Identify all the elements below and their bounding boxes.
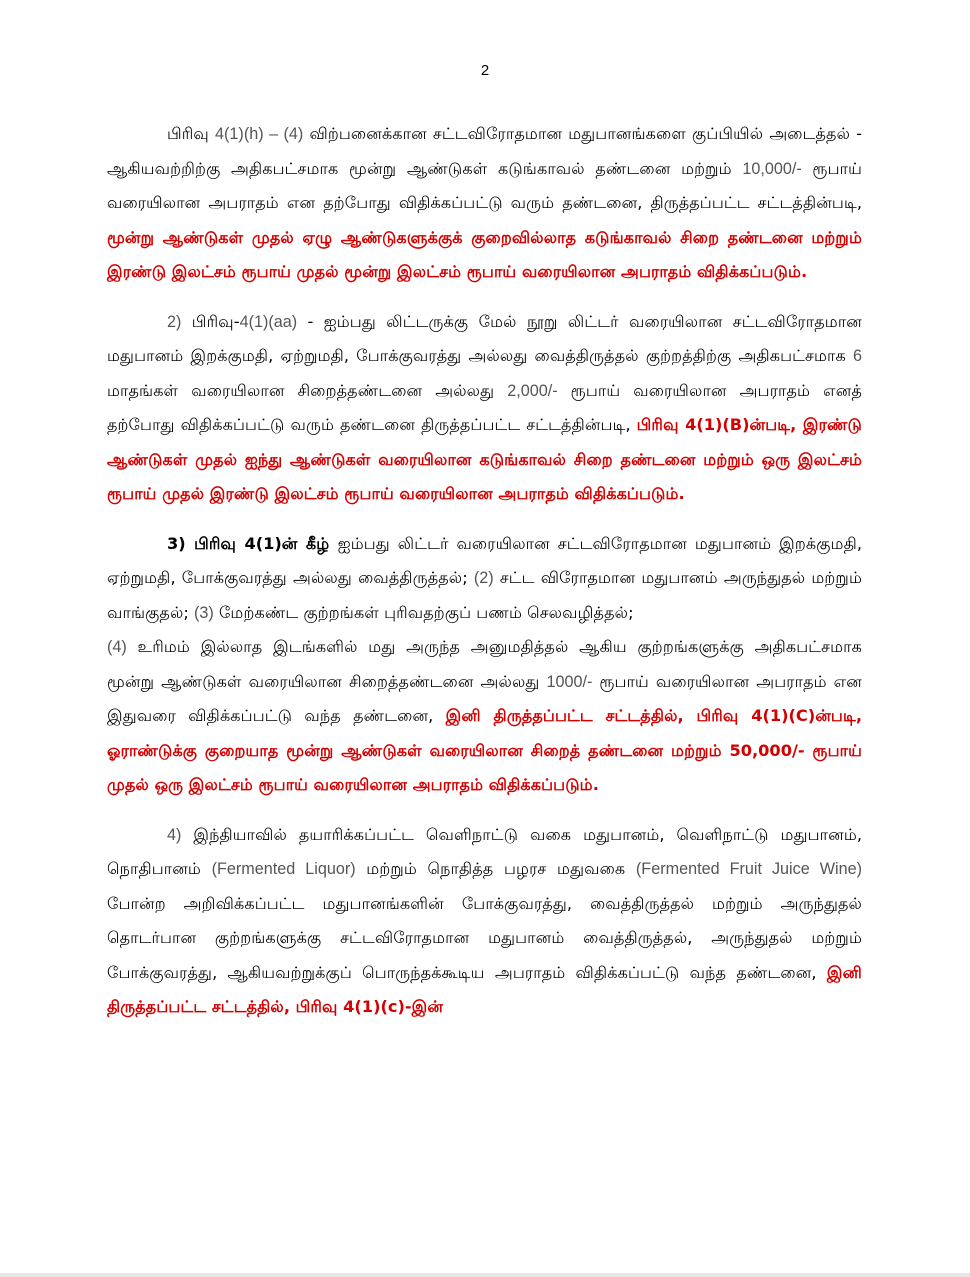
text-run: 1000/- bbox=[546, 672, 593, 691]
paragraph-section-4-1-h bbox=[107, 117, 862, 290]
text-run: மூன்று ஆண்டுகள் முதல் ஏழு ஆண்டுகளுக்குக் குறைவில்லாத கடுங்காவல் சிறை தண்டனை மற்றும் இரண்டு இலட்சம் ரூபாய் முதல் மூன்று இலட்சம் ரூபாய் வரையிலான அபராதம் விதிக்கப்படும். bbox=[107, 227, 862, 281]
text-run: 4) bbox=[167, 825, 182, 844]
text-run: விற்பனைக்கான சட்டவிரோதமான மதுபானங்களை குப்பியில் அடைத்தல் - ஆகியவற்றிற்கு அதிகபட்சமாக மூன்று ஆண்டுகள் கடுங்காவல் தண்டனை மற்றும் bbox=[107, 124, 862, 178]
text-run: 3) bbox=[167, 533, 186, 553]
paragraph-item-4 bbox=[107, 818, 862, 1025]
text-run: 4(1)(h) – (4) bbox=[215, 125, 304, 143]
document-body bbox=[107, 117, 862, 1025]
text-run: மாதங்கள் வரையிலான சிறைத்தண்டனை அல்லது bbox=[107, 380, 508, 400]
text-run: (2) bbox=[473, 569, 494, 587]
text-run: பிரிவு bbox=[167, 124, 216, 143]
text-run: பிரிவு- bbox=[181, 311, 240, 331]
text-run: சட்ட விரோதமான மதுபானம் அருந்துதல் மற்றும் வாங்குதல்; bbox=[107, 568, 862, 622]
text-run: (Fermented Fruit Juice Wine) bbox=[635, 860, 863, 878]
text-run: இந்தியாவில் தயாரிக்கப்பட்ட வெளிநாட்டு வகை மதுபானம், வெளிநாட்டு மதுபானம், நொதிபானம் bbox=[107, 824, 862, 878]
text-run: 2,000/- bbox=[507, 381, 558, 400]
text-run: போன்ற அறிவிக்கப்பட்ட மதுபானங்களின் போக்குவரத்து, வைத்திருத்தல் மற்றும் அருந்துதல் தொடர்பான குற்றங்களுக்கு சட்டவிரோதமான மதுபானம் வைத்திருத்தல், அருந்துதல் மற்றும் போக்குவரத்து, ஆகியவற்றுக்குப் பொருந்தக்கூடிய அபராதம் விதிக்கப்பட்டு வந்த தண்டனை, bbox=[107, 893, 862, 982]
text-run: பிரிவு 4(1)(B)ன்படி, இரண்டு ஆண்டுகள் முதல் ஐந்து ஆண்டுகள் வரையிலான கடுங்காவல் சிறை தண்டனை மற்றும் ஒரு இலட்சம் ரூபாய் முதல் இரண்டு இலட்சம் ரூபாய் வரையிலான அபராதம் விதிக்கப்படும். bbox=[107, 415, 862, 503]
text-run: இனி திருத்தப்பட்ட சட்டத்தில், பிரிவு 4(1)(C)ன்படி, ஓராண்டுக்கு குறையாத மூன்று ஆண்டுகள் வரையிலான சிறைத் தண்டனை மற்றும் 50,000/- ரூபாய் முதல் ஒரு இலட்சம் ரூபாய் வரையிலான அபராதம் விதிக்கப்படும். bbox=[107, 706, 862, 794]
page-bottom-edge bbox=[0, 1273, 970, 1277]
text-run: 10,000/- bbox=[742, 159, 802, 178]
text-run: மற்றும் நொதித்த பழரச மதுவகை bbox=[355, 859, 636, 878]
paragraph-item-3-continued bbox=[107, 630, 862, 803]
text-run: 4(1)(aa) bbox=[239, 312, 298, 331]
text-run: (4) bbox=[107, 638, 127, 656]
text-run: ரூபாய் வரையிலான அபராதம் என தற்போது விதிக்கப்பட்டு வரும் தண்டனை, திருத்தப்பட்ட சட்டத்தின்படி, bbox=[107, 158, 862, 212]
paragraph-item-2 bbox=[107, 305, 862, 512]
text-run: பிரிவு 4(1)ன் கீழ் bbox=[185, 533, 338, 553]
text-run: - ஐம்பது லிட்டருக்கு மேல் நூறு லிட்டர் வரையிலான சட்டவிரோதமான மதுபானம் இறக்குமதி, ஏற்றுமதி, போக்குவரத்து அல்லது வைத்திருத்தல் குற்றத்திற்கு அதிகபட்சமாக bbox=[107, 311, 862, 365]
text-run: ஐம்பது லிட்டர் வரையிலான சட்டவிரோதமான மதுபானம் இறக்குமதி, ஏற்றுமதி, போக்குவரத்து அல்லது வைத்திருத்தல்; bbox=[107, 533, 862, 587]
text-run: ரூபாய் வரையிலான அபராதம் எனத் தற்போது விதிக்கப்பட்டு வரும் தண்டனை திருத்தப்பட்ட சட்டத்தின்படி, bbox=[107, 380, 862, 434]
page-number: 2 bbox=[480, 62, 490, 79]
text-run: இனி திருத்தப்பட்ட சட்டத்தில், பிரிவு 4(1)(c)-இன் bbox=[107, 962, 862, 1016]
text-run: (Fermented Liquor) bbox=[211, 860, 356, 878]
text-run: ரூபாய் வரையிலான அபராதம் என இதுவரை விதிக்கப்பட்டு வந்த தண்டனை, bbox=[107, 671, 862, 725]
text-run: 6 bbox=[852, 347, 862, 365]
text-run: மேற்கண்ட குற்றங்கள் புரிவதற்குப் பணம் செலவழித்தல்; bbox=[213, 602, 634, 622]
paragraph-item-3 bbox=[107, 527, 862, 631]
text-run: 2) bbox=[167, 312, 182, 331]
text-run: உரிமம் இல்லாத இடங்களில் மது அருந்த அனுமதித்தல் ஆகிய குற்றங்களுக்கு அதிகபட்சமாக மூன்று ஆண்டுகள் வரையிலான சிறைத்தண்டனை அல்லது bbox=[107, 637, 862, 691]
text-run: (3) bbox=[194, 603, 214, 622]
